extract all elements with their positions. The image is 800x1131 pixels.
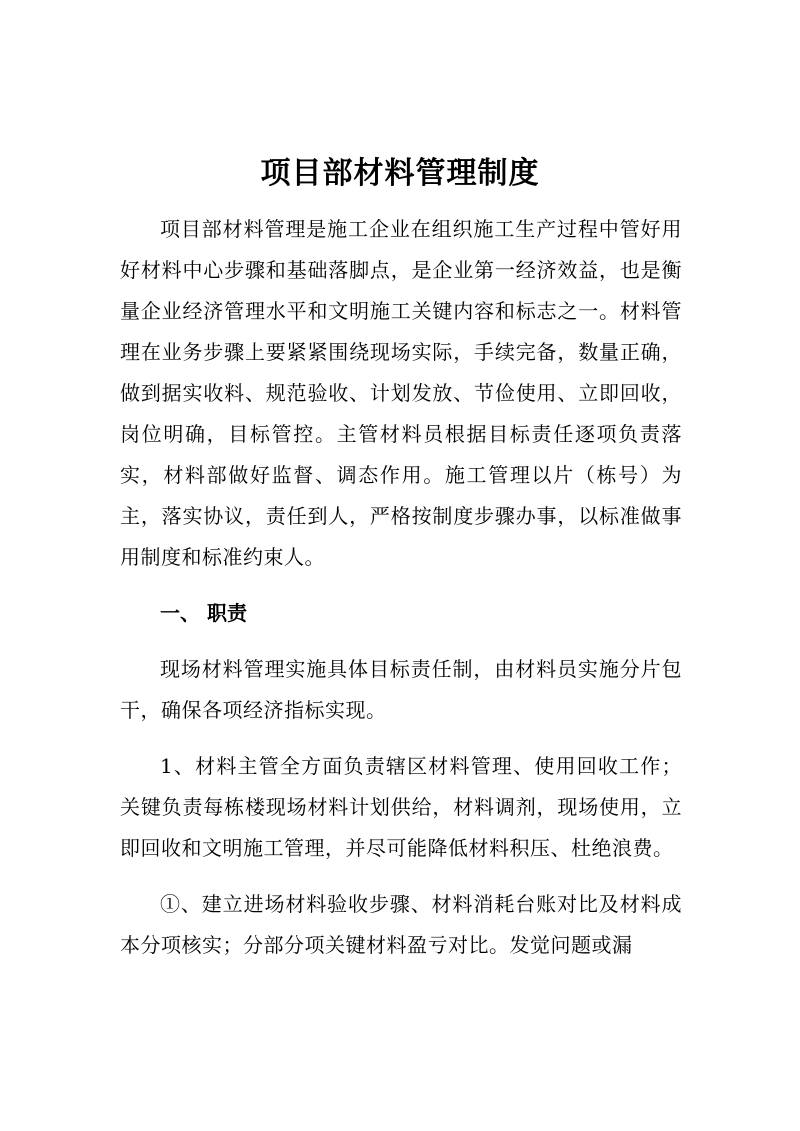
duties-paragraph: 现场材料管理实施具体目标责任制，由材料员实施分片包干，确保各项经济指标实现。 — [120, 657, 682, 722]
item-1-sub-1-paragraph: ①、建立进场材料验收步骤、材料消耗台账对比及材料成本分项核实；分部分项关键材料盈亏对比。发觉问题或漏 — [120, 892, 682, 957]
section-heading-duties: 一、 职责 — [160, 601, 247, 625]
intro-paragraph: 项目部材料管理是施工企业在组织施工生产过程中管好用好材料中心步骤和基础落脚点，是企业第一经济效益，也是衡量企业经济管理水平和文明施工关键内容和标志之一。材料管理在业务步骤上要紧紧围绕现场实际，手续完备，数量正确，做到据实收料、规范验收、计划发放、节俭使用、立即回收，岗位明确，目标管控。主管材料员根据目标责任逐项负责落实，材料部做好监督、调态作用。施工管理以片（栋号）为主，落实协议，责任到人，严格按制度步骤办事，以标准做事用制度和标准约束人。 — [120, 217, 682, 569]
document-body — [120, 209, 682, 966]
document-title: 项目部材料管理制度 — [260, 156, 540, 191]
item-1-paragraph: 1、材料主管全方面负责辖区材料管理、使用回收工作；关键负责每栋楼现场材料计划供给，材料调剂，现场使用，立即回收和文明施工管理，并尽可能降低材料积压、杜绝浪费。 — [120, 754, 682, 860]
